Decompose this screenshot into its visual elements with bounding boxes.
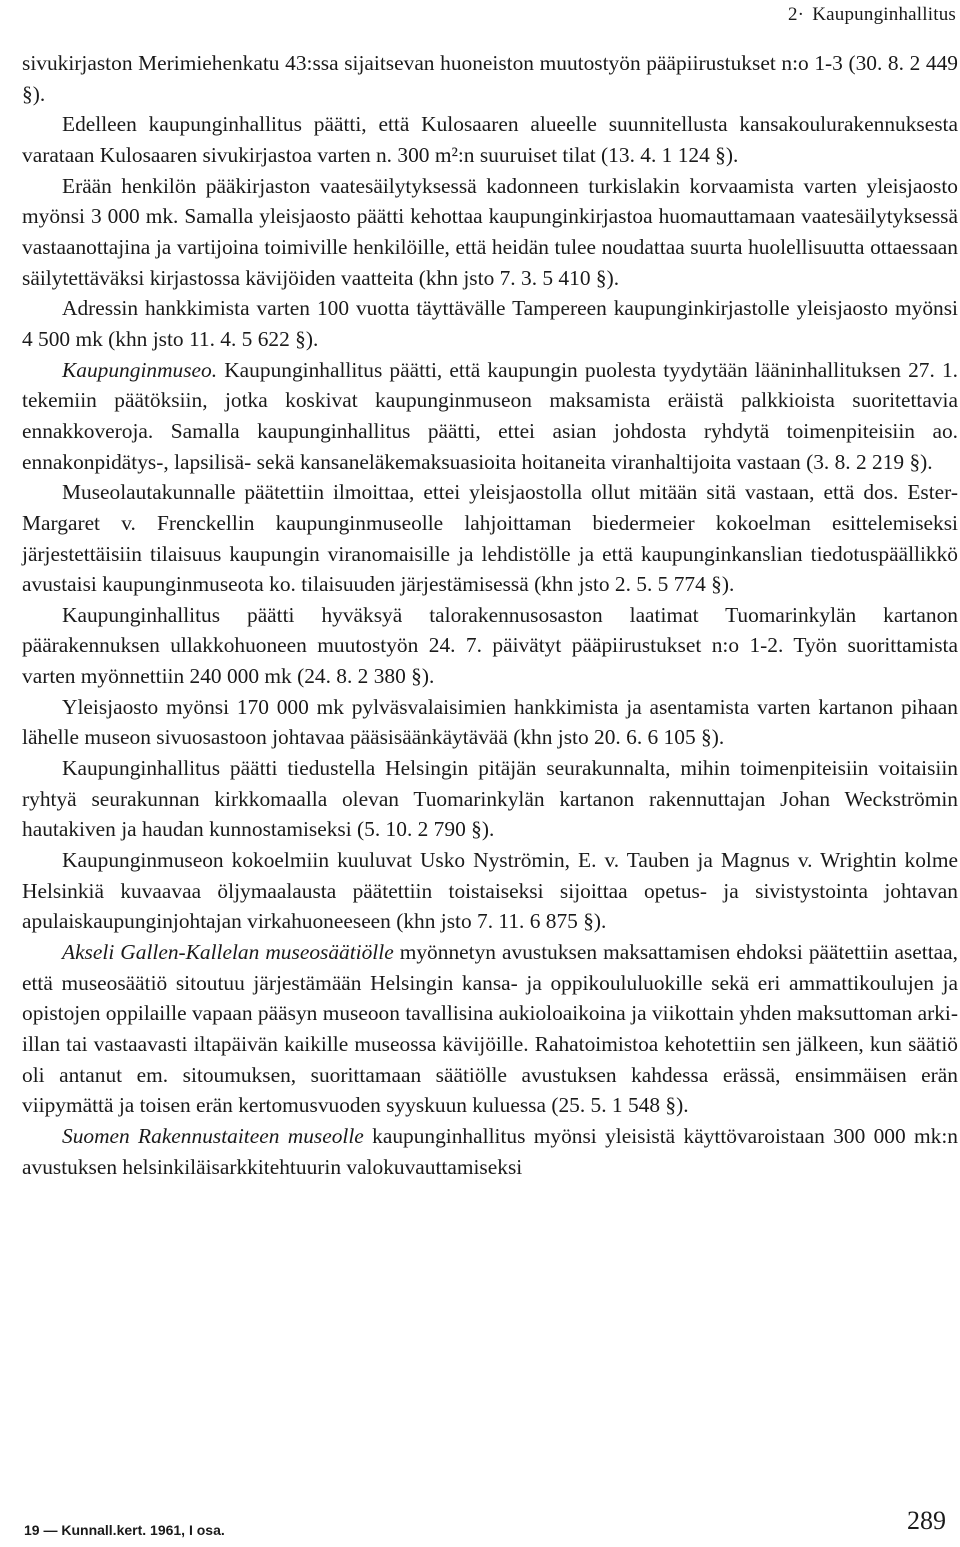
paragraph-text: Kaupunginhallitus päätti tiedustella Helsingin pitäjän seurakunnalta, mihin toimenpiteisiin voitaisiin ryhtyä seurakunnan kirkkomaalla olevan Tuomarinkylän kartanon rakennuttajan Johan Weckströmin hautakiven ja haudan kunnostamiseksi (5. 10. 2 790 §). xyxy=(22,756,958,842)
paragraph-p4 xyxy=(22,355,958,478)
paragraph-p1 xyxy=(22,109,958,170)
paragraph-text: Kaupunginmuseon kokoelmiin kuuluvat Usko Nyströmin, E. v. Tauben ja Magnus v. Wrightin kolme Helsinkiä kuvaavaa öljymaalausta päätettiin toistaiseksi sijoittaa opetus- ja sivistystointa johtavan apulaiskaupunginjohtajan virkahuoneeseen (khn jsto 7. 11. 6 875 §). xyxy=(22,848,958,934)
paragraph-p7 xyxy=(22,692,958,753)
paragraph-text: Edelleen kaupunginhallitus päätti, että Kulosaaren alueelle suunnitellusta kansakoulurakennuksesta varataan Kulosaaren sivukirjastoa varten n. 300 m²:n suuruiset tilat (13. 4. 1 124 §). xyxy=(22,112,958,167)
paragraph-p3 xyxy=(22,293,958,354)
paragraph-text: Erään henkilön pääkirjaston vaatesäilytyksessä kadonneen turkislakin korvaamista varten yleisjaosto myönsi 3 000 mk. Samalla yleisjaosto päätti kehottaa kaupunginkirjastoa huomauttamaan vaatesäilytyksessä vastaanottajina ja vartijoina toimiville henkilöille, että heidän tulee noudattaa suurta huolellisuutta ottaessaan säilytettäväksi kirjastossa kävijöiden vaatteita (khn jsto 7. 3. 5 410 §). xyxy=(22,173,958,290)
paragraph-p10 xyxy=(22,937,958,1121)
header-page-number: 2· xyxy=(787,4,805,25)
paragraph-p5 xyxy=(22,477,958,600)
paragraph-text: Adressin hankkimista varten 100 vuotta täyttävälle Tampereen kaupunginkirjastolle yleisjaosto myönsi 4 500 mk (khn jsto 11. 4. 5 622 §). xyxy=(22,296,958,351)
section-heading-kaupunginmuseo: Kaupunginmuseo. xyxy=(62,357,218,382)
paragraph-p8 xyxy=(22,753,958,845)
paragraph-text: kaupunginhallitus myönsi yleisistä käyttövaroistaan 300 000 mk:n avustuksen helsinkiläisarkkitehtuurin valokuvauttamiseksi xyxy=(22,1123,959,1179)
paragraph-text: Kaupunginhallitus päätti, että kaupungin puolesta tyydytään lääninhallituksen 27. 1. tekemiin päätöksiin, jotka koskivat kaupunginmuseon maksamista eräistä palkkioista suoritettavia ennakkoveroja. Samalla kaupunginhallitus päätti, ettei asian johdosta ryhdytä toimenpiteisiin ao. ennakonpidätys-, lapsilisä- sekä kansaneläkemaksuasioita hoitaneita viranhaltijoita vastaan (3. 8. 2 219 §). xyxy=(22,357,958,474)
section-heading-rakennustaiteen-museo: Suomen Rakennustaiteen museolle xyxy=(62,1123,364,1148)
paragraph-text: Museolautakunnalle päätettiin ilmoittaa, ettei yleisjaostolla ollut mitään sitä vastaan, että dos. Ester-Margaret v. Frenckellin kaupunginmuseolle lahjoittaman biedermeier kokoelman esittelemiseksi järjestettäisiin tilaisuus kaupungin viranomaisille ja lehdistölle ja että kaupunginkanslian tiedotuspäällikkö avustaisi kaupunginmuseota ko. tilaisuuden järjestämisessä (khn jsto 2. 5. 5 774 §). xyxy=(22,480,958,597)
header-section-title: Kaupunginhallitus xyxy=(812,4,956,25)
paragraph-p0 xyxy=(22,48,958,109)
paragraph-text: myönnetyn avustuksen maksattamisen ehdoksi päätettiin asettaa, että museosäätiö sitoutuu järjestämään Helsingin kansa- ja oppikoululuokille sekä eri ammattikoulujen ja opistojen oppilaille vapaan pääsyn museoon tavallisina aukioloaikoina ja viikottain yhden maksuttoman arki-illan tai vastaavasti iltapäivän kaikille museossa kävijöille. Rahatoimistoa kehotettiin sen jälkeen, kun säätiö oli antanut em. sitoumuksen, suorittamaan säätiölle avustuksen kahdessa erässä, ensimmäisen erän viipymättä ja toisen erän kertomusvuoden syyskuun kuluessa (25. 5. 1 548 §). xyxy=(22,940,958,1118)
paragraph-p11 xyxy=(22,1121,958,1182)
footer-signature: 19 — Kunnall.kert. 1961, I osa. xyxy=(24,1522,225,1538)
footer-page-number: 289 xyxy=(907,1506,946,1535)
paragraph-p6 xyxy=(22,600,958,692)
paragraph-text: sivukirjaston Merimiehenkatu 43:ssa sijaitsevan huoneiston muutostyön pääpiirustukset n:o 1-3 (30. 8. 2 449 §). xyxy=(22,51,958,106)
paragraph-text: Yleisjaosto myönsi 170 000 mk pylväsvalaisimien hankkimista ja asentamista varten kartanon pihaan lähelle museon sivuosastoon johtavaa pääsisäänkäytävää (khn jsto 20. 6. 6 105 §). xyxy=(22,694,958,750)
paragraph-text: Kaupunginhallitus päätti hyväksyä talorakennusosaston laatimat Tuomarinkylän kartanon päärakennuksen ullakkohuoneen muutostyön 24. 7. päivätyt pääpiirustukset n:o 1-2. Työn suorittamista varten myönnettiin 240 000 mk (24. 8. 2 380 §). xyxy=(22,602,958,689)
running-header xyxy=(788,4,956,26)
section-heading-gallen-kallela: Akseli Gallen-Kallelan museosäätiölle xyxy=(62,940,394,965)
paragraph-p9 xyxy=(22,845,958,937)
body-text xyxy=(22,48,958,1182)
paragraph-p2 xyxy=(22,171,958,294)
